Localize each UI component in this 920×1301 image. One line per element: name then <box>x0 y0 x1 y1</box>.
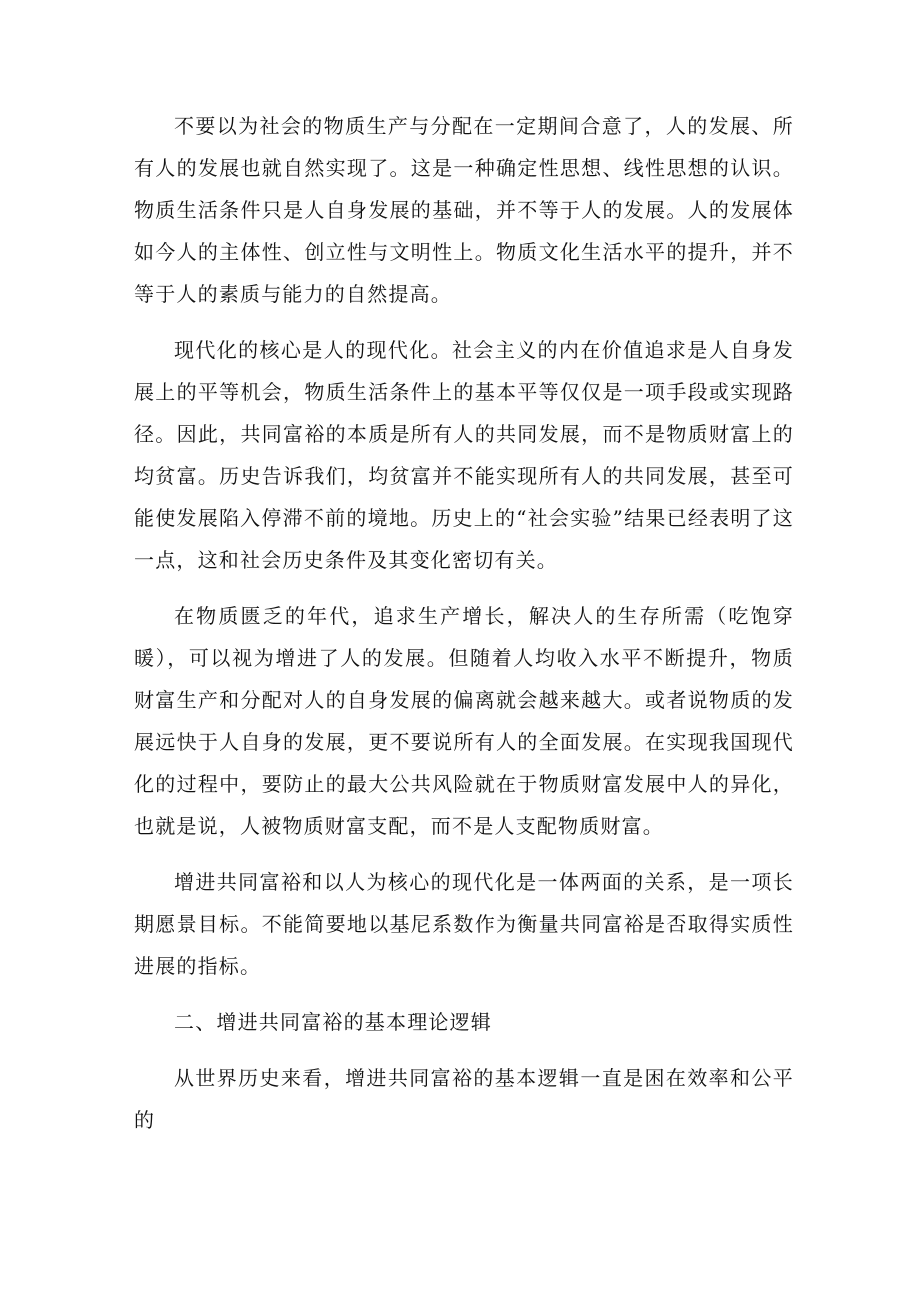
paragraph-2: 现代化的核心是人的现代化。社会主义的内在价值追求是人自身发展上的平等机会，物质生活条件上的基本平等仅仅是一项手段或实现路径。因此，共同富裕的本质是所有人的共同发展，而不是物质财富上的均贫富。历史告诉我们，均贫富并不能实现所有人的共同发展，甚至可能使发展陷入停滞不前的境地。历史上的“社会实验”结果已经表明了这一点，这和社会历史条件及其变化密切有关。 <box>134 338 794 572</box>
paragraph-1: 不要以为社会的物质生产与分配在一定期间合意了，人的发展、所有人的发展也就自然实现了。这是一种确定性思想、线性思想的认识。物质生活条件只是人自身发展的基础，并不等于人的发展。人的发展体如今人的主体性、创立性与文明性上。物质文化生活水平的提升，并不等于人的素质与能力的自然提高。 <box>134 114 794 306</box>
paragraph-4: 增进共同富裕和以人为核心的现代化是一体两面的关系，是一项长期愿景目标。不能简要地以基尼系数作为衡量共同富裕是否取得实质性进展的指标。 <box>134 870 794 978</box>
section-heading: 二、增进共同富裕的基本理论逻辑 <box>174 1010 492 1034</box>
paragraph-5: 从世界历史来看，增进共同富裕的基本逻辑一直是困在效率和公平的 <box>134 1066 794 1132</box>
paragraph-3: 在物质匮乏的年代，追求生产增长，解决人的生存所需（吃饱穿暖），可以视为增进了人的发展。但随着人均收入水平不断提升，物质财富生产和分配对人的自身发展的偏离就会越来越大。或者说物质的发展远快于人自身的发展，更不要说所有人的全面发展。在实现我国现代化的过程中，要防止的最大公共风险就在于物质财富发展中人的异化，也就是说，人被物质财富支配，而不是人支配物质财富。 <box>134 604 794 838</box>
document-body <box>134 105 794 1155</box>
